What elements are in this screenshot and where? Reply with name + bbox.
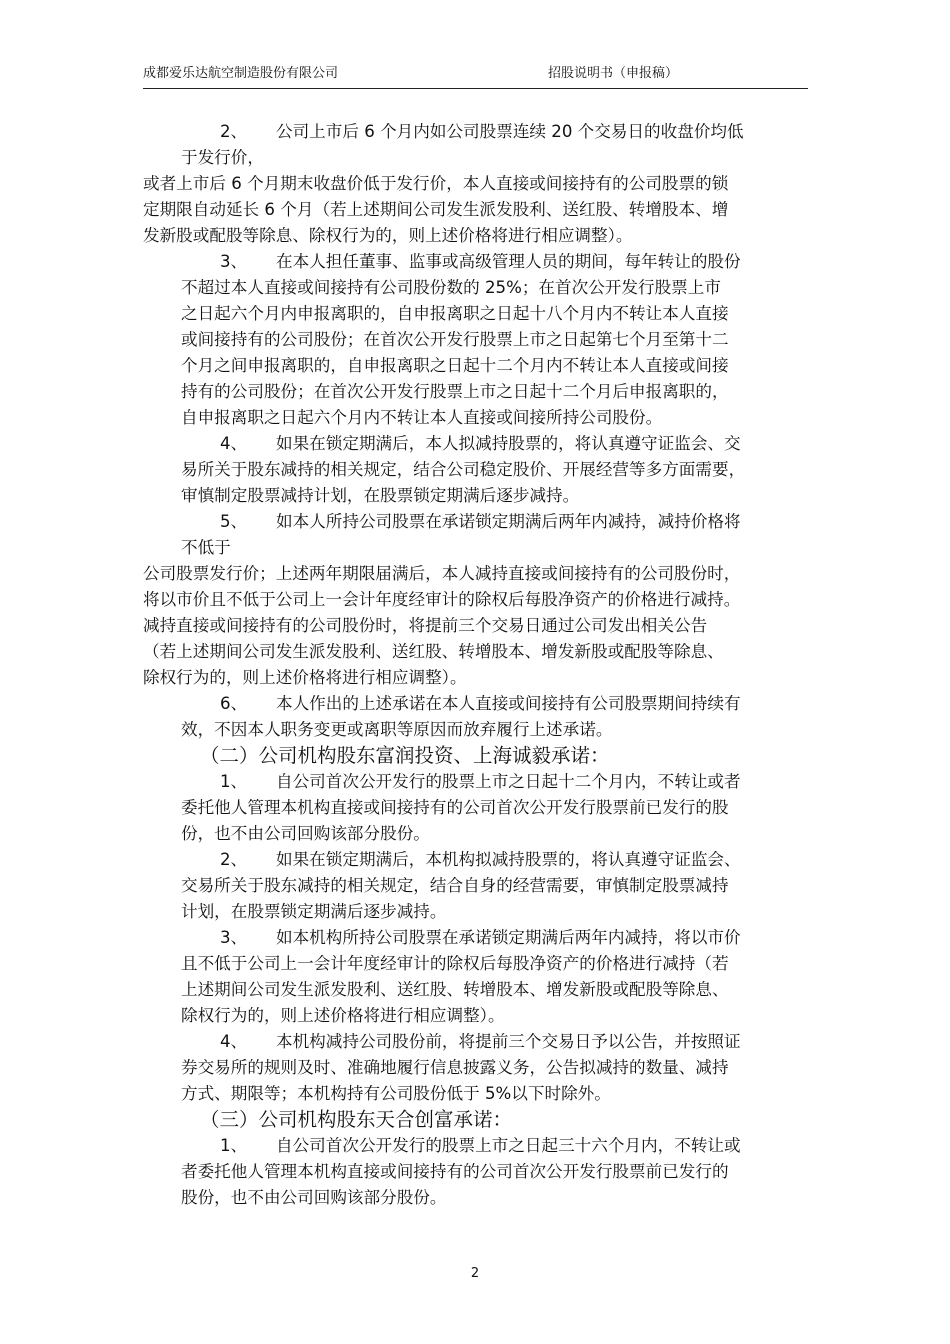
- line-text: 公司股票发行价；上述两年期限届满后，本人减持直接或间接持有的公司股份时，: [143, 564, 741, 583]
- line-text: 或者上市后 6 个月期末收盘价低于发行价，本人直接或间接持有的公司股票的锁: [143, 174, 729, 193]
- text-line: [143, 640, 724, 664]
- text-line: [181, 900, 447, 924]
- text-line: [181, 302, 729, 326]
- line-text: 减持直接或间接持有的公司股份时，将提前三个交易日通过公司发出相关公告: [143, 616, 708, 635]
- line-text: 份，也不由公司回购该部分股份。: [181, 824, 430, 843]
- line-text: 如本人所持公司股票在承诺锁定期满后两年内减持，减持价格将: [276, 512, 741, 531]
- text-line: [143, 198, 728, 222]
- text-line: [181, 146, 264, 170]
- text-line: [220, 848, 741, 872]
- text-line: [181, 328, 729, 352]
- line-text: 不低于: [181, 538, 231, 557]
- text-line: [181, 718, 612, 742]
- line-text: 本人作出的上述承诺在本人直接或间接持有公司股票期间持续有: [276, 694, 741, 713]
- line-text: 本机构减持公司股份前，将提前三个交易日予以公告，并按照证: [276, 1032, 741, 1051]
- line-text: 券交易所的规则及时、准确地履行信息披露义务，公告拟减持的数量、减持: [181, 1058, 729, 1077]
- line-text: 者委托他人管理本机构直接或间接持有的公司首次公开发行股票前已发行的: [181, 1162, 729, 1181]
- text-line: [143, 224, 633, 248]
- text-line: [181, 978, 729, 1002]
- text-line: [181, 822, 430, 846]
- company-name: 成都爱乐达航空制造股份有限公司: [143, 66, 339, 81]
- line-text: （若上述期间公司发生派发股利、送红股、转增股本、增发新股或配股等除息、: [143, 642, 724, 661]
- text-line: [143, 588, 740, 612]
- line-text: 如果在锁定期满后，本机构拟减持股票的，将认真遵守证监会、: [276, 850, 741, 869]
- text-line: [143, 172, 728, 196]
- line-text: 定期限自动延长 6 个月（若上述期间公司发生派发股利、送红股、转增股本、增: [143, 200, 729, 219]
- text-line: [220, 770, 741, 794]
- text-line: [220, 510, 741, 534]
- section-heading: （三）公司机构股东天合创富承诺：: [200, 1108, 513, 1131]
- text-line: [143, 614, 707, 638]
- item-number: 1、: [220, 1136, 248, 1155]
- text-line: [181, 406, 662, 430]
- page-header: [143, 62, 808, 89]
- item-number: 4、: [220, 1032, 248, 1051]
- text-line: [181, 536, 231, 560]
- line-text: 上述期间公司发生派发股利、送红股、转增股本、增发新股或配股等除息、: [181, 980, 729, 999]
- item-number: 1、: [220, 772, 248, 791]
- line-text: 之日起六个月内申报离职的，自申报离职之日起十八个月内不转让本人直接: [181, 304, 729, 323]
- text-line: [181, 276, 721, 300]
- text-line: [143, 666, 467, 690]
- line-text: 除权行为的，则上述价格将进行相应调整）。: [143, 668, 467, 687]
- text-line: [220, 250, 741, 274]
- line-text: 计划，在股票锁定期满后逐步减持。: [181, 902, 447, 921]
- line-text: 自公司首次公开发行的股票上市之日起三十六个月内，不转让或: [276, 1136, 741, 1155]
- text-line: [181, 796, 729, 820]
- text-line: [220, 1134, 741, 1158]
- line-text: 在本人担任董事、监事或高级管理人员的期间，每年转让的股份: [276, 252, 741, 271]
- line-text: 方式、期限等；本机构持有公司股份低于 5%以下时除外。: [181, 1084, 611, 1103]
- line-text: 自申报离职之日起六个月内不转让本人直接或间接所持公司股份。: [181, 408, 663, 427]
- text-line: [181, 380, 729, 404]
- text-line: [220, 926, 741, 950]
- text-line: [181, 1186, 447, 1210]
- text-line: [220, 432, 741, 456]
- section-heading: （二）公司机构股东富润投资、上海诚毅承诺：: [200, 744, 610, 767]
- line-text: 易所关于股东减持的相关规定，结合公司稳定股价、开展经营等多方面需要，: [181, 460, 746, 479]
- line-text: 审慎制定股票减持计划，在股票锁定期满后逐步减持。: [181, 486, 580, 505]
- item-number: 3、: [220, 252, 248, 271]
- text-line: [181, 952, 729, 976]
- line-text: 不超过本人直接或间接持有公司股份数的 25%；在首次公开发行股票上市: [181, 278, 721, 297]
- text-line: [181, 874, 729, 898]
- item-number: 2、: [220, 850, 248, 869]
- line-text: 发新股或配股等除息、除权行为的，则上述价格将进行相应调整）。: [143, 226, 633, 245]
- item-number: 6、: [220, 694, 248, 713]
- line-text: 交易所关于股东减持的相关规定，结合自身的经营需要，审慎制定股票减持: [181, 876, 729, 895]
- item-number: 3、: [220, 928, 248, 947]
- item-number: 2、: [220, 122, 248, 141]
- line-text: 持有的公司股份；在首次公开发行股票上市之日起十二个月后申报离职的，: [181, 382, 729, 401]
- line-text: 或间接持有的公司股份；在首次公开发行股票上市之日起第七个月至第十二: [181, 330, 729, 349]
- line-text: 委托他人管理本机构直接或间接持有的公司首次公开发行股票前已发行的股: [181, 798, 729, 817]
- line-text: 于发行价，: [181, 148, 264, 167]
- text-line: [181, 1004, 505, 1028]
- line-text: 公司上市后 6 个月内如公司股票连续 20 个交易日的收盘价均低: [276, 122, 744, 141]
- item-number: 4、: [220, 434, 248, 453]
- line-text: 股份，也不由公司回购该部分股份。: [181, 1188, 447, 1207]
- text-line: [181, 484, 579, 508]
- line-text: 且不低于公司上一会计年度经审计的除权后每股净资产的价格进行减持（若: [181, 954, 729, 973]
- text-line: [181, 1056, 729, 1080]
- line-text: 如本机构所持公司股票在承诺锁定期满后两年内减持，将以市价: [276, 928, 741, 947]
- text-line: [220, 692, 741, 716]
- line-text: 自公司首次公开发行的股票上市之日起十二个月内，不转让或者: [276, 772, 741, 791]
- text-line: [181, 354, 729, 378]
- document-title: 招股说明书（申报稿）: [548, 66, 679, 81]
- text-line: [181, 1082, 611, 1106]
- line-text: 除权行为的，则上述价格将进行相应调整）。: [181, 1006, 505, 1025]
- text-line: [143, 562, 740, 586]
- line-text: 将以市价且不低于公司上一会计年度经审计的除权后每股净资产的价格进行减持。: [143, 590, 741, 609]
- line-text: 个月之间申报离职的，自申报离职之日起十二个月内不转让本人直接或间接: [181, 356, 729, 375]
- text-line: [220, 120, 744, 144]
- text-line: [220, 1030, 741, 1054]
- line-text: 效，不因本人职务变更或离职等原因而放弃履行上述承诺。: [181, 720, 613, 739]
- text-line: [181, 458, 745, 482]
- line-text: 如果在锁定期满后，本人拟减持股票的，将认真遵守证监会、交: [276, 434, 741, 453]
- text-line: [181, 1160, 729, 1184]
- item-number: 5、: [220, 512, 248, 531]
- page-number: 2: [470, 1266, 480, 1281]
